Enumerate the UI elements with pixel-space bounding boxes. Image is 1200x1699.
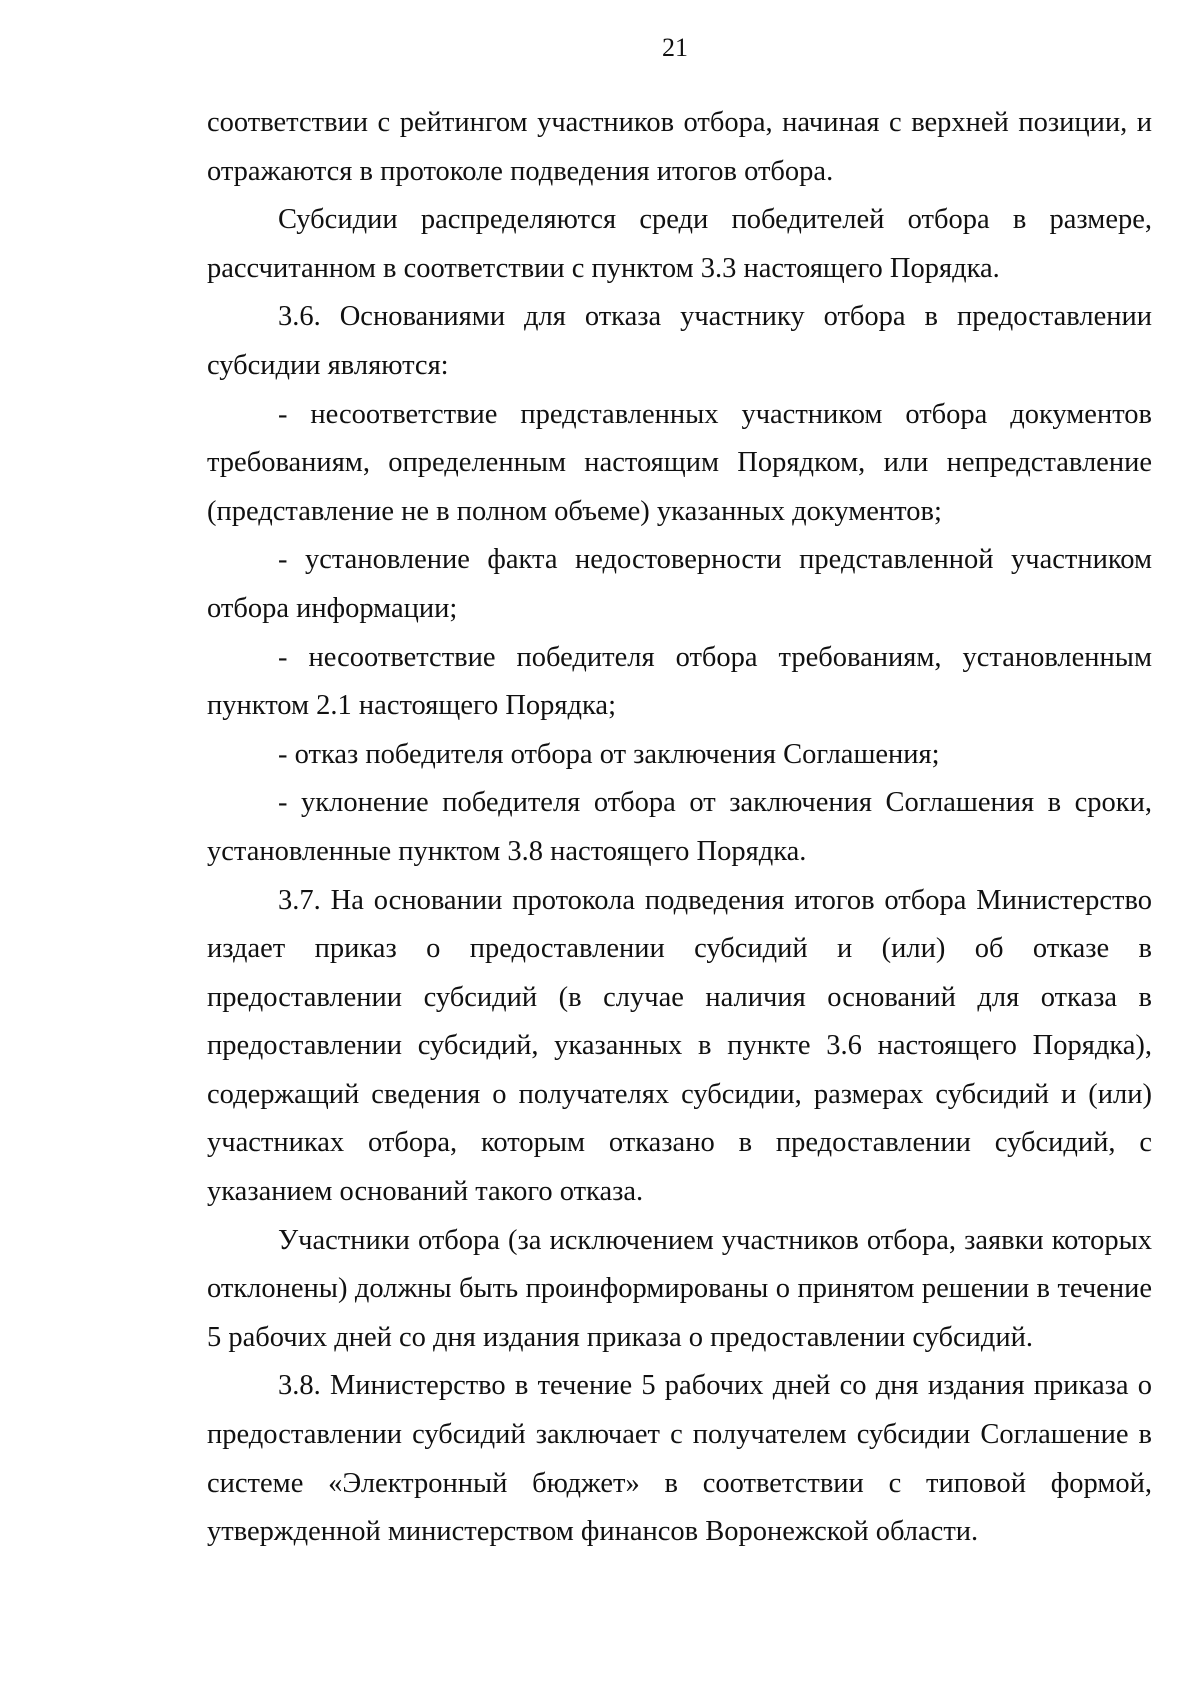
document-body (207, 99, 1152, 1557)
paragraph-3-6: 3.6. Основаниями для отказа участнику отбора в предоставлении субсидии являются: (207, 301, 1152, 381)
paragraph-3-7: 3.7. На основании протокола подведения итогов отбора Министерство издает приказ о предоставлении субсидий и (или) об отказе в предоставлении субсидий (в случае наличия оснований для отказа в предоставлении субсидий, указанных в пункте 3.6 настоящего Порядка), содержащий сведения о получателях субсидии, размерах субсидий и (или) участниках отбора, которым отказано в предоставлении субсидий, с указанием оснований такого отказа. (207, 884, 1152, 1208)
list-item-ground-1: - несоответствие представленных участником отбора документов требованиям, определенным настоящим Порядком, или непредставление (представление не в полном объеме) указанных документов; (207, 398, 1152, 527)
list-item-ground-3: - несоответствие победителя отбора требованиям, установленным пунктом 2.1 настоящего Порядка; (207, 641, 1152, 722)
paragraph-subsidy-distribution: Субсидии распределяются среди победителей отбора в размере, рассчитанном в соответствии с пунктом 3.3 настоящего Порядка. (207, 204, 1152, 284)
list-item-ground-4: - отказ победителя отбора от заключения Соглашения; (278, 738, 940, 770)
list-item-ground-2: - установление факта недостоверности представленной участником отбора информации; (207, 544, 1152, 624)
page-number: 21 (662, 33, 688, 62)
list-item-ground-5: - уклонение победителя отбора от заключения Соглашения в сроки, установленные пунктом 3.8 настоящего Порядка. (207, 787, 1152, 867)
paragraph-3-8: 3.8. Министерство в течение 5 рабочих дней со дня издания приказа о предоставлении субсидий заключает с получателем субсидии Соглашение в системе «Электронный бюджет» в соответствии с типовой формой, утвержденной министерством финансов Воронежской области. (207, 1370, 1152, 1548)
paragraph-participants-notification: Участники отбора (за исключением участников отбора, заявки которых отклонены) должны быть проинформированы о принятом решении в течение 5 рабочих дней со дня издания приказа о предоставлении субсидий. (207, 1224, 1152, 1353)
paragraph-continuation: соответствии с рейтингом участников отбора, начиная с верхней позиции, и отражаются в протоколе подведения итогов отбора. (207, 107, 1152, 187)
